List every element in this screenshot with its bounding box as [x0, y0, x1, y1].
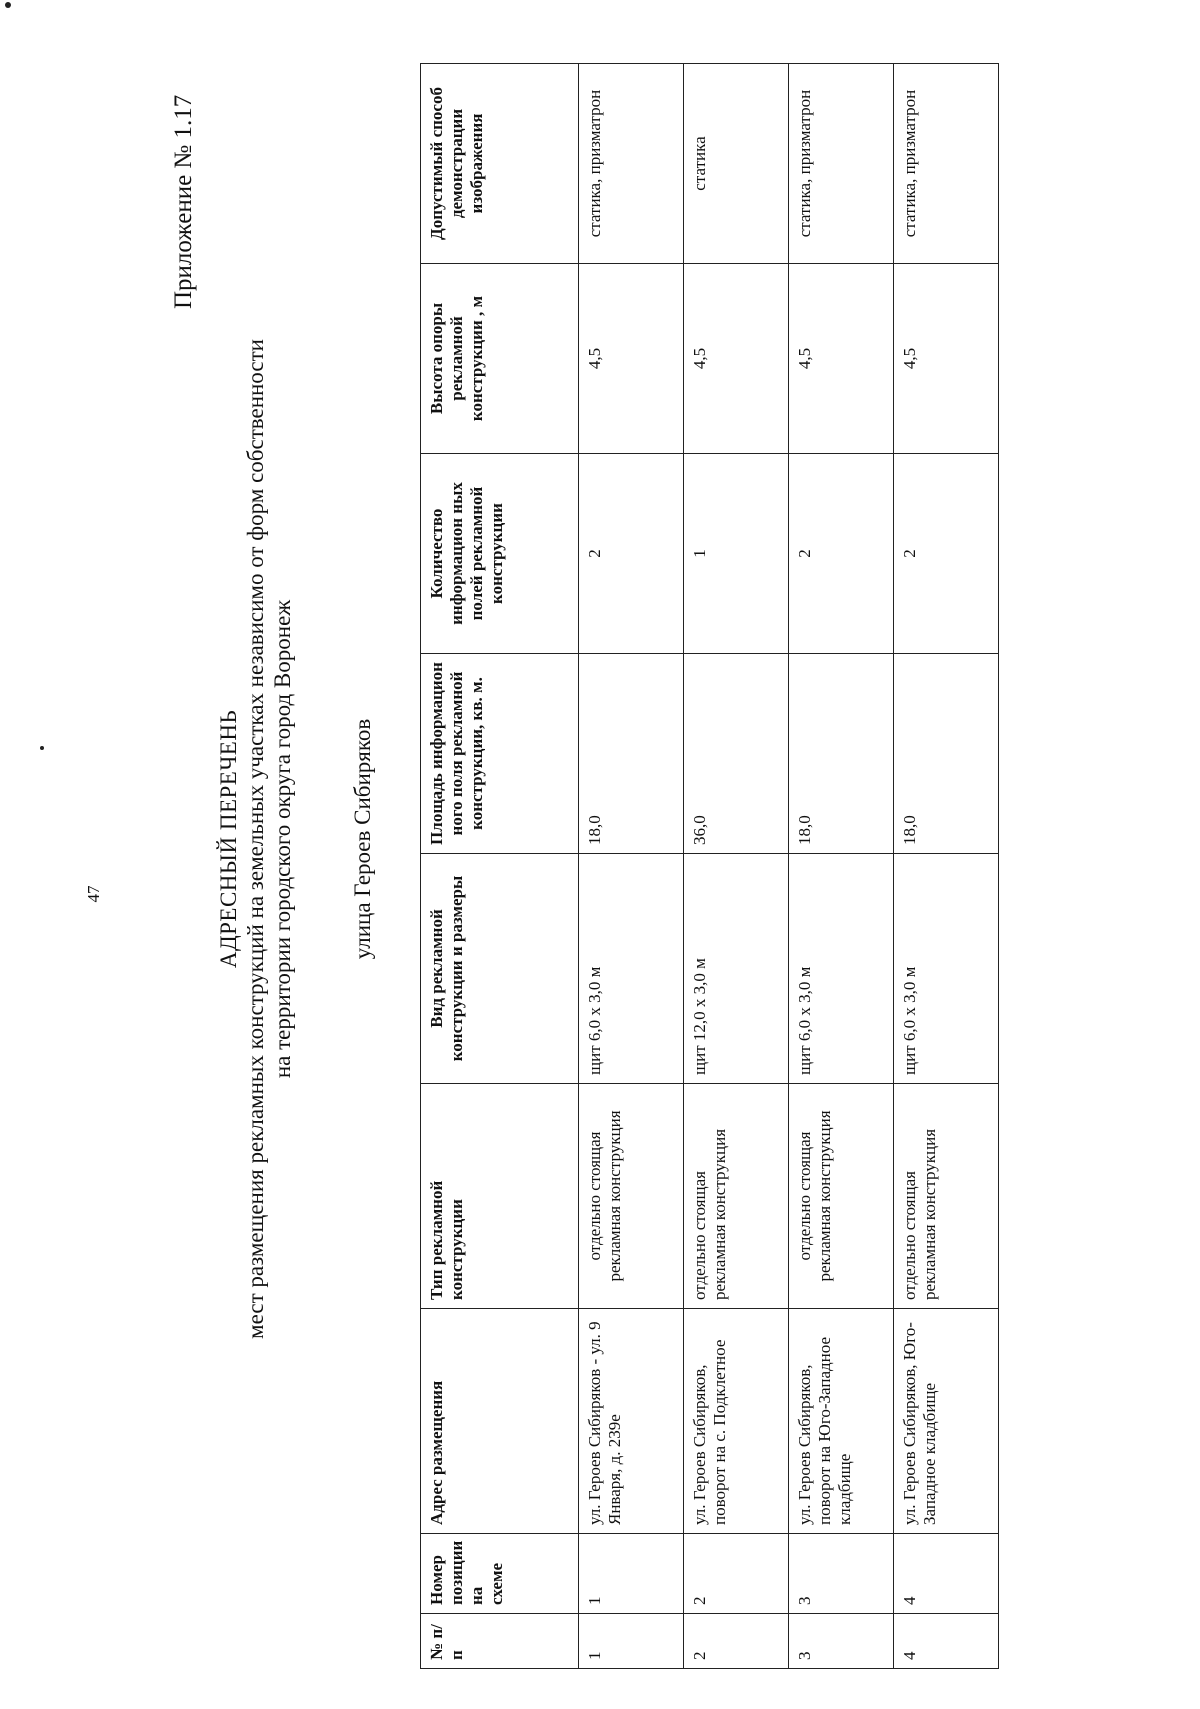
header-fields: Количество информацион ных полей рекламной конструкции: [421, 454, 579, 654]
cell-height: 4,5: [579, 264, 684, 454]
cell-address: ул. Героев Сибиряков, поворот на с. Подклетное: [684, 1309, 789, 1534]
header-type: Тип рекламной конструкции: [421, 1084, 579, 1309]
cell-address: ул. Героев Сибиряков - ул. 9 Января, д. 239е: [579, 1309, 684, 1534]
document-title: АДРЕСНЫЙ ПЕРЕЧЕНЬ: [216, 709, 241, 969]
cell-position: 2: [684, 1534, 789, 1614]
address-list-table: [420, 63, 999, 1669]
cell-area: 18,0: [894, 654, 999, 854]
cell-height: 4,5: [894, 264, 999, 454]
cell-display: статика, призматрон: [789, 64, 894, 264]
scan-speck: [5, 2, 11, 8]
cell-number: 1: [579, 1614, 684, 1669]
header-position: Номер позиции на схеме: [421, 1534, 579, 1614]
cell-fields: 2: [789, 454, 894, 654]
table-row: [684, 64, 789, 1669]
cell-address: ул. Героев Сибиряков, поворот на Юго-Западное кладбище: [789, 1309, 894, 1534]
street-heading: улица Героев Сибиряков: [350, 718, 375, 960]
cell-number: 4: [894, 1614, 999, 1669]
table-row: [579, 64, 684, 1669]
cell-area: 18,0: [789, 654, 894, 854]
cell-kind: щит 12,0 х 3,0 м: [684, 854, 789, 1084]
cell-display: статика: [684, 64, 789, 264]
cell-fields: 2: [894, 454, 999, 654]
cell-kind: щит 6,0 х 3,0 м: [894, 854, 999, 1084]
cell-type: отдельно стоящая рекламная конструкция: [684, 1084, 789, 1309]
cell-kind: щит 6,0 х 3,0 м: [579, 854, 684, 1084]
cell-type: отдельно стоящая рекламная конструкция: [789, 1084, 894, 1309]
cell-height: 4,5: [789, 264, 894, 454]
cell-number: 3: [789, 1614, 894, 1669]
cell-type: отдельно стоящая рекламная конструкция: [894, 1084, 999, 1309]
document-subtitle-line1: мест размещения рекламных конструкций на земельных участках независимо от форм собственности: [243, 339, 268, 1339]
header-display: Допустимый способ демонстрации изображения: [421, 64, 579, 264]
document-title-block: [215, 269, 296, 1409]
cell-type: отдельно стоящая рекламная конструкция: [579, 1084, 684, 1309]
document-subtitle-line2: на территории городского округа город Воронеж: [270, 599, 295, 1079]
header-address: Адрес размещения: [421, 1309, 579, 1534]
page-number: 47: [84, 885, 103, 903]
header-area: Площадь информацион ного поля рекламной конструкции, кв. м.: [421, 654, 579, 854]
table-row: [789, 64, 894, 1669]
cell-position: 1: [579, 1534, 684, 1614]
cell-position: 4: [894, 1534, 999, 1614]
cell-display: статика, призматрон: [894, 64, 999, 264]
cell-number: 2: [684, 1614, 789, 1669]
cell-area: 36,0: [684, 654, 789, 854]
header-number: № п/п: [421, 1614, 579, 1669]
cell-address: ул. Героев Сибиряков, Юго-Западное кладбище: [894, 1309, 999, 1534]
cell-height: 4,5: [684, 264, 789, 454]
scan-speck: [40, 746, 44, 750]
cell-fields: 2: [579, 454, 684, 654]
appendix-label: Приложение № 1.17: [170, 94, 197, 309]
cell-display: статика, призматрон: [579, 64, 684, 264]
cell-kind: щит 6,0 х 3,0 м: [789, 854, 894, 1084]
cell-position: 3: [789, 1534, 894, 1614]
cell-fields: 1: [684, 454, 789, 654]
table-header-row: [421, 64, 579, 1669]
table-row: [894, 64, 999, 1669]
cell-area: 18,0: [579, 654, 684, 854]
header-height: Высота опоры рекламной конструкции , м: [421, 264, 579, 454]
header-kind: Вид рекламной конструкции и размеры: [421, 854, 579, 1084]
